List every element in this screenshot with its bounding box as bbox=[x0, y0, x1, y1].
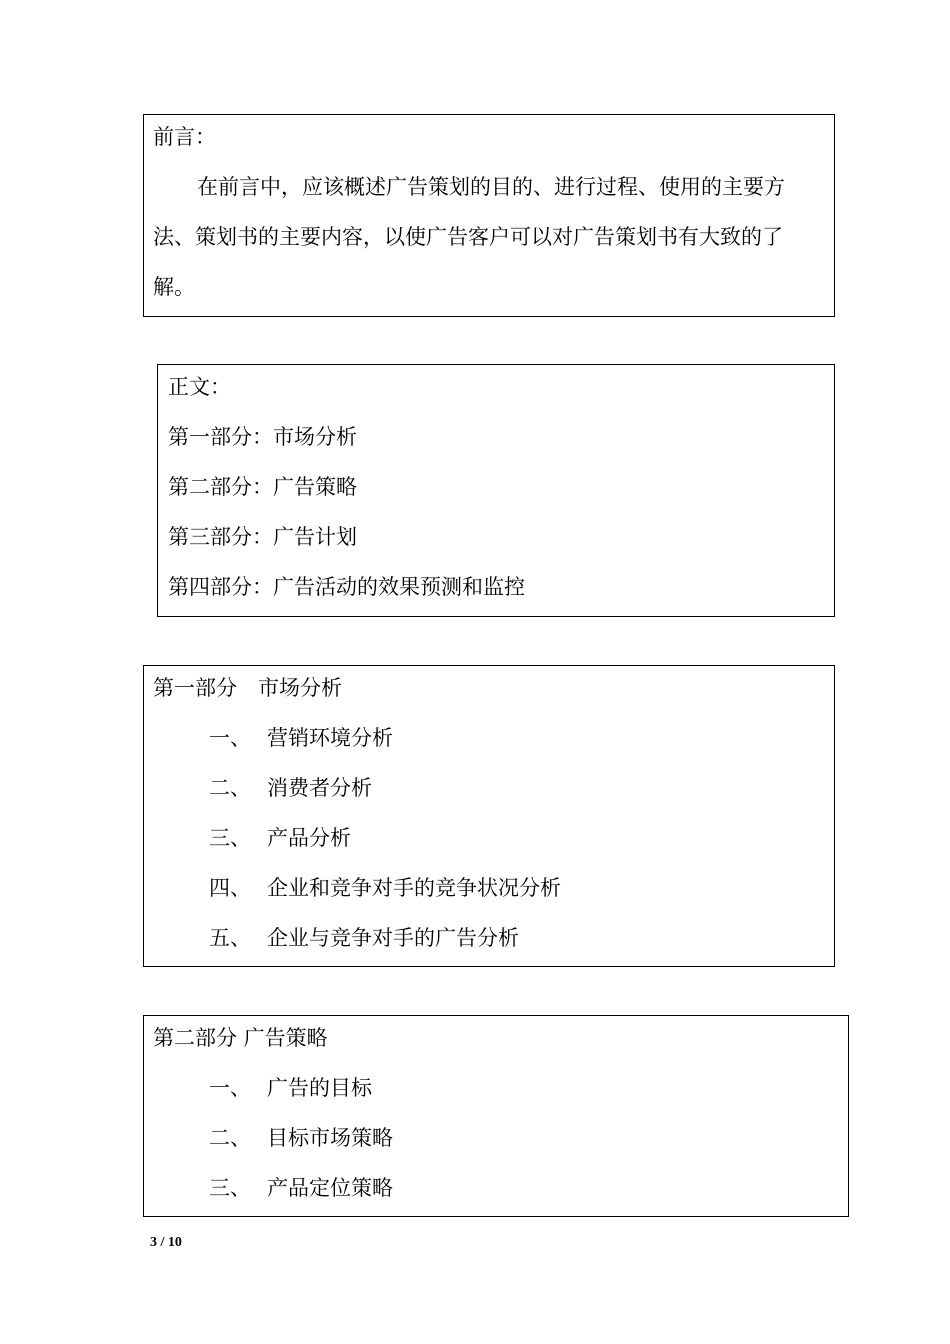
item-number: 三、 bbox=[209, 1176, 251, 1200]
part1-item bbox=[209, 726, 393, 750]
item-text: 营销环境分析 bbox=[267, 726, 393, 750]
preface-line-2: 法、策划书的主要内容，以使广告客户可以对广告策划书有大致的了 bbox=[153, 225, 783, 249]
part1-box bbox=[143, 665, 835, 967]
item-number: 二、 bbox=[209, 776, 251, 800]
preface-line-3: 解。 bbox=[153, 275, 195, 299]
item-number: 四、 bbox=[209, 876, 251, 900]
item-number: 一、 bbox=[209, 1076, 251, 1100]
part1-item bbox=[209, 776, 372, 800]
item-text: 产品分析 bbox=[267, 826, 351, 850]
item-number: 一、 bbox=[209, 726, 251, 750]
item-text: 产品定位策略 bbox=[267, 1176, 393, 1200]
preface-line-1: 在前言中，应该概述广告策划的目的、进行过程、使用的主要方 bbox=[197, 175, 785, 199]
part2-item bbox=[209, 1176, 393, 1200]
body-heading: 正文： bbox=[168, 375, 231, 399]
part1-item bbox=[209, 826, 351, 850]
part2-heading: 第二部分 广告策略 bbox=[153, 1026, 328, 1050]
part1-item bbox=[209, 926, 519, 950]
body-part-2: 第二部分：广告策略 bbox=[168, 475, 357, 499]
body-part-1: 第一部分：市场分析 bbox=[168, 425, 357, 449]
preface-heading: 前言： bbox=[153, 125, 216, 149]
item-text: 企业与竞争对手的广告分析 bbox=[267, 926, 519, 950]
page-number: 3 / 10 bbox=[150, 1235, 182, 1250]
body-part-3: 第三部分：广告计划 bbox=[168, 525, 357, 549]
item-text: 消费者分析 bbox=[267, 776, 372, 800]
body-part-4: 第四部分：广告活动的效果预测和监控 bbox=[168, 575, 525, 599]
part1-heading: 第一部分 市场分析 bbox=[153, 676, 342, 700]
item-text: 目标市场策略 bbox=[267, 1126, 393, 1150]
item-number: 三、 bbox=[209, 826, 251, 850]
part2-item bbox=[209, 1126, 393, 1150]
preface-box bbox=[143, 114, 835, 317]
item-number: 五、 bbox=[209, 926, 251, 950]
item-text: 广告的目标 bbox=[267, 1076, 372, 1100]
item-text: 企业和竞争对手的竞争状况分析 bbox=[267, 876, 561, 900]
part1-item bbox=[209, 876, 561, 900]
part2-item bbox=[209, 1076, 372, 1100]
item-number: 二、 bbox=[209, 1126, 251, 1150]
